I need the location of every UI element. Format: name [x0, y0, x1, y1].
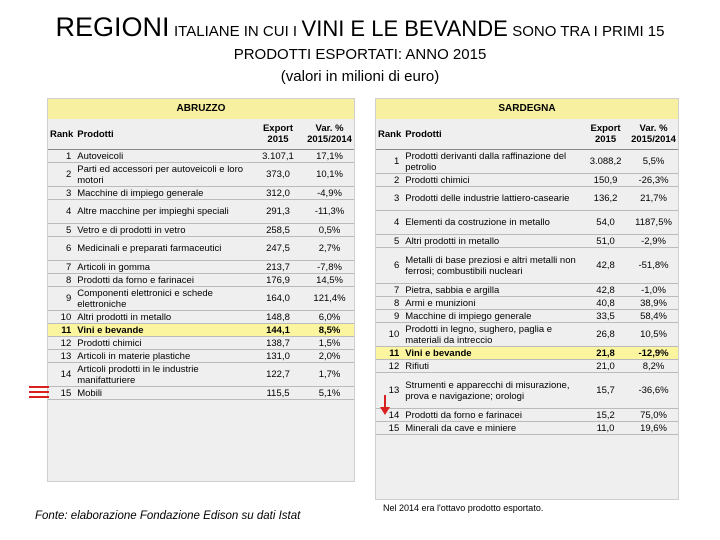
- table-row: [376, 211, 678, 235]
- export-cell: 51,0: [582, 235, 629, 248]
- export-cell: 15,7: [582, 373, 629, 409]
- export-cell: 26,8: [582, 323, 629, 347]
- table-row: [48, 237, 354, 261]
- export-cell: 122,7: [251, 363, 305, 387]
- export-cell: 144,1: [251, 324, 305, 337]
- export-cell: 40,8: [582, 297, 629, 310]
- var-cell: 8,5%: [305, 324, 354, 337]
- col-var: [629, 119, 678, 150]
- rank-cell: 10: [48, 311, 75, 324]
- export-cell: 138,7: [251, 337, 305, 350]
- rank-cell: 3: [48, 187, 75, 200]
- product-cell: Parti ed accessori per autoveicoli e loro motori: [75, 163, 251, 187]
- col-var-l2: 2015/2014: [631, 134, 676, 145]
- var-cell: 21,7%: [629, 187, 678, 211]
- col-export: Export 2015: [582, 119, 629, 150]
- units-note: (valori in milioni di euro): [280, 68, 440, 85]
- var-cell: -1,0%: [629, 284, 678, 297]
- rank-cell: 7: [48, 261, 75, 274]
- highlight-marker-icon: [29, 386, 49, 401]
- product-cell: Prodotti delle industrie lattiero-casearie: [403, 187, 582, 211]
- table-row: [48, 324, 354, 337]
- col-rank: Rank: [48, 119, 75, 150]
- table-row: [376, 323, 678, 347]
- col-var-l1: Var. %: [639, 123, 668, 134]
- product-cell: Articoli in gomma: [75, 261, 251, 274]
- rank-cell: 14: [376, 409, 403, 422]
- rank-cell: 13: [376, 373, 403, 409]
- product-cell: Articoli in materie plastiche: [75, 350, 251, 363]
- export-cell: 21,0: [582, 360, 629, 373]
- table-row: [48, 261, 354, 274]
- var-cell: -36,6%: [629, 373, 678, 409]
- rank-cell: 10: [376, 323, 403, 347]
- rank-cell: 15: [48, 387, 75, 400]
- product-cell: Altri prodotti in metallo: [403, 235, 582, 248]
- table-row: [48, 337, 354, 350]
- arrow-down-icon: [379, 394, 391, 416]
- export-cell: 3.088,2: [582, 150, 629, 174]
- product-cell: Prodotti da forno e farinacei: [75, 274, 251, 287]
- rank-cell: 6: [376, 248, 403, 284]
- table-row: [376, 347, 678, 360]
- product-cell: Prodotti derivanti dalla raffinazione del petrolio: [403, 150, 582, 174]
- table-row: [48, 363, 354, 387]
- rank-cell: 12: [48, 337, 75, 350]
- var-cell: 5,5%: [629, 150, 678, 174]
- product-cell: Armi e munizioni: [403, 297, 582, 310]
- sardegna-table: [376, 119, 678, 435]
- product-cell: Prodotti da forno e farinacei: [403, 409, 582, 422]
- table-row: [48, 163, 354, 187]
- col-var: [305, 119, 354, 150]
- product-cell: Macchine di impiego generale: [403, 310, 582, 323]
- export-cell: 21,8: [582, 347, 629, 360]
- title-part2: ITALIANE IN CUI I: [174, 23, 298, 40]
- product-cell: Altre macchine per impieghi speciali: [75, 200, 251, 224]
- var-cell: 58,4%: [629, 310, 678, 323]
- export-cell: 291,3: [251, 200, 305, 224]
- rank-cell: 13: [48, 350, 75, 363]
- product-cell: Metalli di base preziosi e altri metalli non ferrosi; combustibili nucleari: [403, 248, 582, 284]
- rank-cell: 1: [376, 150, 403, 174]
- export-cell: 115,5: [251, 387, 305, 400]
- col-export: Export 2015: [251, 119, 305, 150]
- product-cell: Elementi da costruzione in metallo: [403, 211, 582, 235]
- export-cell: 33,5: [582, 310, 629, 323]
- var-cell: -4,9%: [305, 187, 354, 200]
- table-row: [376, 284, 678, 297]
- product-cell: Macchine di impiego generale: [75, 187, 251, 200]
- table-row: [48, 200, 354, 224]
- table-row: [376, 187, 678, 211]
- var-cell: 5,1%: [305, 387, 354, 400]
- export-cell: 148,8: [251, 311, 305, 324]
- product-cell: Prodotti chimici: [403, 174, 582, 187]
- table-row: [376, 235, 678, 248]
- var-cell: 19,6%: [629, 422, 678, 435]
- var-cell: 8,2%: [629, 360, 678, 373]
- var-cell: 2,7%: [305, 237, 354, 261]
- export-cell: 258,5: [251, 224, 305, 237]
- rank-cell: 7: [376, 284, 403, 297]
- source-note: Fonte: elaborazione Fondazione Edison su dati Istat: [35, 510, 301, 522]
- rank-cell: 11: [376, 347, 403, 360]
- product-cell: Prodotti in legno, sughero, paglia e materiali da intreccio: [403, 323, 582, 347]
- page-title: [0, 12, 720, 43]
- title-part4: SONO TRA I PRIMI 15: [512, 23, 665, 40]
- table-row: [376, 360, 678, 373]
- rank-cell: 15: [376, 422, 403, 435]
- footnote: Nel 2014 era l'ottavo prodotto esportato.: [383, 503, 544, 513]
- var-cell: 1187,5%: [629, 211, 678, 235]
- rank-cell: 5: [376, 235, 403, 248]
- subtitle: PRODOTTI ESPORTATI: ANNO 2015: [233, 46, 487, 63]
- rank-cell: 6: [48, 237, 75, 261]
- product-cell: Prodotti chimici: [75, 337, 251, 350]
- abruzzo-panel: [47, 98, 355, 482]
- region-title: SARDEGNA: [376, 99, 678, 119]
- var-cell: 1,7%: [305, 363, 354, 387]
- table-row: [48, 350, 354, 363]
- rank-cell: 8: [376, 297, 403, 310]
- rank-cell: 2: [48, 163, 75, 187]
- var-cell: 17,1%: [305, 150, 354, 163]
- var-cell: -26,3%: [629, 174, 678, 187]
- export-cell: 373,0: [251, 163, 305, 187]
- var-cell: -11,3%: [305, 200, 354, 224]
- product-cell: Minerali da cave e miniere: [403, 422, 582, 435]
- var-cell: -2,9%: [629, 235, 678, 248]
- product-cell: Vini e bevande: [403, 347, 582, 360]
- title-part1: REGIONI: [55, 12, 170, 42]
- var-cell: 38,9%: [629, 297, 678, 310]
- product-cell: Altri prodotti in metallo: [75, 311, 251, 324]
- table-row: [376, 174, 678, 187]
- var-cell: -7,8%: [305, 261, 354, 274]
- table-row: [48, 311, 354, 324]
- product-cell: Autoveicoli: [75, 150, 251, 163]
- product-cell: Strumenti e apparecchi di misurazione, prova e navigazione; orologi: [403, 373, 582, 409]
- product-cell: Pietra, sabbia e argilla: [403, 284, 582, 297]
- abruzzo-table: [48, 119, 354, 400]
- col-prodotti: Prodotti: [75, 119, 251, 150]
- table-row: [376, 297, 678, 310]
- table-row: [376, 422, 678, 435]
- rank-cell: 11: [48, 324, 75, 337]
- table-row: [376, 310, 678, 323]
- col-rank: Rank: [376, 119, 403, 150]
- var-cell: -51,8%: [629, 248, 678, 284]
- var-cell: 10,5%: [629, 323, 678, 347]
- rank-cell: 2: [376, 174, 403, 187]
- export-cell: 312,0: [251, 187, 305, 200]
- var-cell: 1,5%: [305, 337, 354, 350]
- col-prodotti: Prodotti: [403, 119, 582, 150]
- export-cell: 42,8: [582, 248, 629, 284]
- table-row: [48, 224, 354, 237]
- product-cell: Componenti elettronici e schede elettroniche: [75, 287, 251, 311]
- rank-cell: 5: [48, 224, 75, 237]
- var-cell: 10,1%: [305, 163, 354, 187]
- col-var-l2: 2015/2014: [307, 134, 352, 145]
- rank-cell: 12: [376, 360, 403, 373]
- export-cell: 136,2: [582, 187, 629, 211]
- table-row: [376, 373, 678, 409]
- rank-cell: 3: [376, 187, 403, 211]
- var-cell: 121,4%: [305, 287, 354, 311]
- rank-cell: 8: [48, 274, 75, 287]
- export-cell: 131,0: [251, 350, 305, 363]
- table-row: [376, 248, 678, 284]
- var-cell: 75,0%: [629, 409, 678, 422]
- col-var-l1: Var. %: [315, 123, 344, 134]
- export-cell: 247,5: [251, 237, 305, 261]
- product-cell: Mobili: [75, 387, 251, 400]
- table-row: [48, 187, 354, 200]
- export-cell: 164,0: [251, 287, 305, 311]
- table-row: [48, 274, 354, 287]
- region-title: ABRUZZO: [48, 99, 354, 119]
- var-cell: 2,0%: [305, 350, 354, 363]
- export-cell: 3.107,1: [251, 150, 305, 163]
- title-part3: VINI E LE BEVANDE: [301, 16, 508, 41]
- rank-cell: 4: [376, 211, 403, 235]
- var-cell: 6,0%: [305, 311, 354, 324]
- export-cell: 150,9: [582, 174, 629, 187]
- product-cell: Medicinali e preparati farmaceutici: [75, 237, 251, 261]
- table-row: [48, 387, 354, 400]
- rank-cell: 14: [48, 363, 75, 387]
- export-cell: 15,2: [582, 409, 629, 422]
- export-cell: 213,7: [251, 261, 305, 274]
- product-cell: Vetro e di prodotti in vetro: [75, 224, 251, 237]
- table-row: [48, 287, 354, 311]
- product-cell: Articoli prodotti in le industrie manifatturiere: [75, 363, 251, 387]
- var-cell: -12,9%: [629, 347, 678, 360]
- export-cell: 11,0: [582, 422, 629, 435]
- product-cell: Rifiuti: [403, 360, 582, 373]
- export-cell: 54,0: [582, 211, 629, 235]
- table-row: [48, 150, 354, 163]
- var-cell: 14,5%: [305, 274, 354, 287]
- table-row: [376, 409, 678, 422]
- sardegna-panel: [375, 98, 679, 500]
- export-cell: 176,9: [251, 274, 305, 287]
- product-cell: Vini e bevande: [75, 324, 251, 337]
- rank-cell: 1: [48, 150, 75, 163]
- rank-cell: 9: [376, 310, 403, 323]
- rank-cell: 9: [48, 287, 75, 311]
- export-cell: 42,8: [582, 284, 629, 297]
- table-row: [376, 150, 678, 174]
- var-cell: 0,5%: [305, 224, 354, 237]
- rank-cell: 4: [48, 200, 75, 224]
